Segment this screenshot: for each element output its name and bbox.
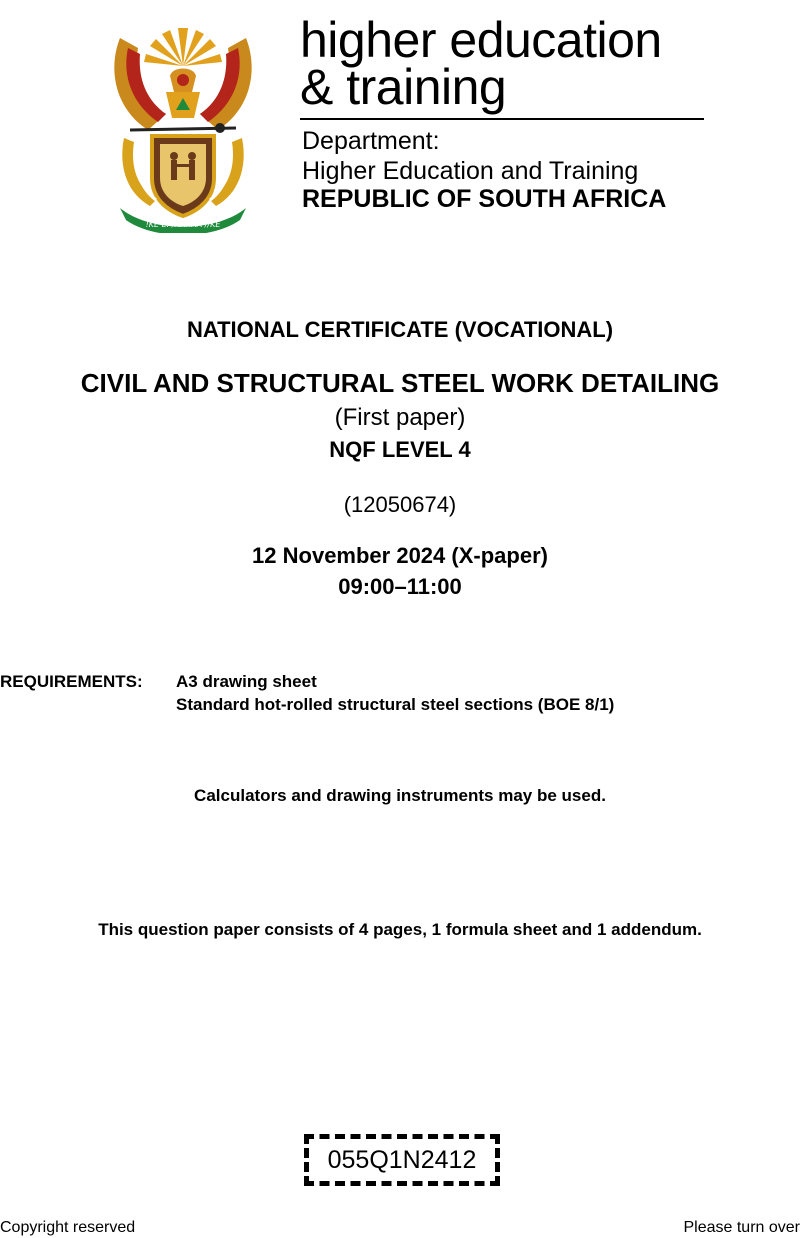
paper-code-box: 055Q1N2412 [304, 1134, 500, 1186]
exam-time: 09:00–11:00 [338, 574, 462, 599]
brand-title-line1: higher education [300, 12, 662, 68]
brand-divider [300, 118, 704, 120]
exam-date: 12 November 2024 (X-paper) [252, 543, 548, 568]
svg-text:!KE E: /XARRA //KE: !KE E: /XARRA //KE [145, 220, 221, 229]
subject-code: (12050674) [343, 492, 457, 517]
subject-title: CIVIL AND STRUCTURAL STEEL WORK DETAILING [80, 368, 720, 398]
requirement-item: A3 drawing sheet [176, 672, 317, 691]
paper-number: (First paper) [334, 404, 466, 431]
nqf-level: NQF LEVEL 4 [329, 437, 471, 462]
requirement-item: Standard hot-rolled structural steel sections (BOE 8/1) [176, 695, 615, 714]
coat-of-arms-logo [100, 18, 266, 233]
calculator-note: Calculators and drawing instruments may be used. [194, 786, 606, 805]
country-name: REPUBLIC OF SOUTH AFRICA [302, 185, 667, 213]
certificate-title: NATIONAL CERTIFICATE (VOCATIONAL) [186, 317, 614, 342]
footer-turn-over: Please turn over [683, 1219, 800, 1236]
footer-copyright: Copyright reserved [0, 1219, 136, 1236]
requirements-label: REQUIREMENTS: [0, 672, 143, 691]
department-name: Higher Education and Training [302, 157, 639, 185]
page-count-note: This question paper consists of 4 pages, 1 formula sheet and 1 addendum. [98, 920, 702, 939]
department-label: Department: [302, 127, 440, 155]
brand-title-line2: & training [300, 59, 507, 115]
